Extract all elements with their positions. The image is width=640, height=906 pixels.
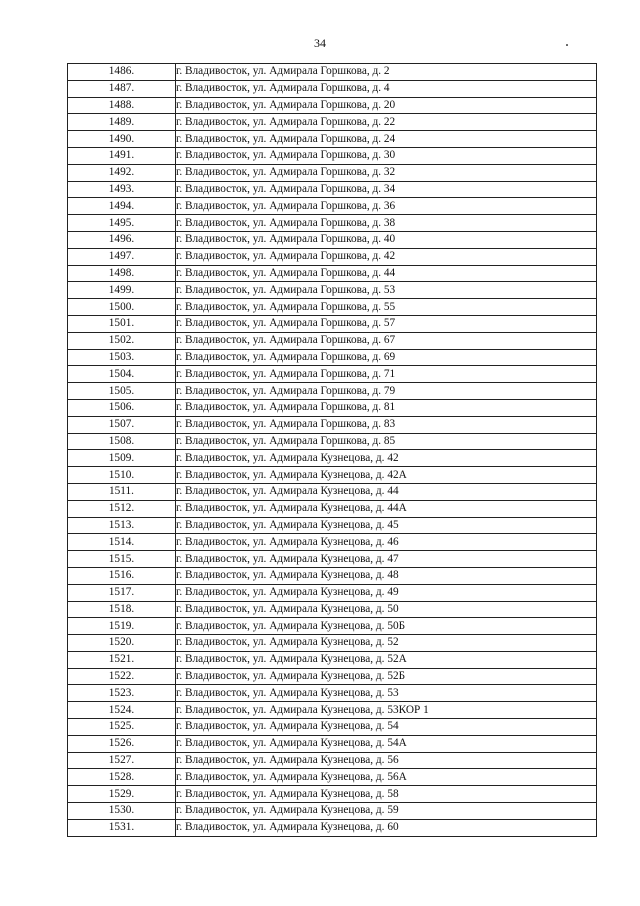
row-address: г. Владивосток, ул. Адмирала Кузнецова, д. 50: [176, 601, 597, 618]
row-number: 1502.: [68, 332, 176, 349]
row-number: 1519.: [68, 618, 176, 635]
page-number: 34: [314, 36, 326, 50]
table-row: [68, 618, 597, 635]
row-number: 1490.: [68, 131, 176, 148]
table-row: [68, 752, 597, 769]
row-address: г. Владивосток, ул. Адмирала Горшкова, д. 79: [176, 383, 597, 400]
row-address: г. Владивосток, ул. Адмирала Кузнецова, д. 52А: [176, 651, 597, 668]
table-row: [68, 433, 597, 450]
row-address: г. Владивосток, ул. Адмирала Горшкова, д. 30: [176, 147, 597, 164]
row-address: г. Владивосток, ул. Адмирала Кузнецова, д. 42: [176, 450, 597, 467]
row-address: г. Владивосток, ул. Адмирала Горшкова, д. 69: [176, 349, 597, 366]
row-number: 1529.: [68, 786, 176, 803]
row-number: 1488.: [68, 97, 176, 114]
table-row: [68, 181, 597, 198]
table-row: [68, 164, 597, 181]
table-row: [68, 366, 597, 383]
row-number: 1489.: [68, 114, 176, 131]
row-number: 1526.: [68, 735, 176, 752]
table-row: [68, 131, 597, 148]
table-row: [68, 349, 597, 366]
row-number: 1518.: [68, 601, 176, 618]
row-address: г. Владивосток, ул. Адмирала Кузнецова, д. 44А: [176, 500, 597, 517]
row-number: 1515.: [68, 551, 176, 568]
table-row: [68, 248, 597, 265]
row-address: г. Владивосток, ул. Адмирала Горшкова, д. 85: [176, 433, 597, 450]
row-address: г. Владивосток, ул. Адмирала Горшкова, д. 53: [176, 282, 597, 299]
row-address: г. Владивосток, ул. Адмирала Горшкова, д. 38: [176, 215, 597, 232]
row-address: г. Владивосток, ул. Адмирала Горшкова, д. 36: [176, 198, 597, 215]
row-number: 1492.: [68, 164, 176, 181]
table-row: [68, 231, 597, 248]
row-number: 1521.: [68, 651, 176, 668]
table-row: [68, 265, 597, 282]
table-row: [68, 450, 597, 467]
row-number: 1496.: [68, 231, 176, 248]
table-row: [68, 601, 597, 618]
row-address: г. Владивосток, ул. Адмирала Кузнецова, д. 53: [176, 685, 597, 702]
row-address: г. Владивосток, ул. Адмирала Горшкова, д. 40: [176, 231, 597, 248]
row-address: г. Владивосток, ул. Адмирала Кузнецова, д. 56А: [176, 769, 597, 786]
address-table: [67, 63, 597, 837]
table-row: [68, 315, 597, 332]
table-row: [68, 719, 597, 736]
table-row: [68, 97, 597, 114]
row-address: г. Владивосток, ул. Адмирала Кузнецова, д. 54: [176, 719, 597, 736]
table-row: [68, 483, 597, 500]
table-row: [68, 383, 597, 400]
row-address: г. Владивосток, ул. Адмирала Горшкова, д. 20: [176, 97, 597, 114]
table-row: [68, 215, 597, 232]
table-row: [68, 299, 597, 316]
row-address: г. Владивосток, ул. Адмирала Горшкова, д. 4: [176, 80, 597, 97]
row-number: 1486.: [68, 64, 176, 81]
table-row: [68, 399, 597, 416]
row-address: г. Владивосток, ул. Адмирала Горшкова, д. 71: [176, 366, 597, 383]
row-number: 1527.: [68, 752, 176, 769]
table-row: [68, 517, 597, 534]
table-row: [68, 282, 597, 299]
row-number: 1516.: [68, 567, 176, 584]
row-number: 1511.: [68, 483, 176, 500]
row-address: г. Владивосток, ул. Адмирала Горшкова, д. 55: [176, 299, 597, 316]
table-row: [68, 500, 597, 517]
row-number: 1512.: [68, 500, 176, 517]
table-row: [68, 567, 597, 584]
row-number: 1510.: [68, 467, 176, 484]
row-number: 1513.: [68, 517, 176, 534]
table-row: [68, 786, 597, 803]
row-number: 1495.: [68, 215, 176, 232]
row-number: 1504.: [68, 366, 176, 383]
row-address: г. Владивосток, ул. Адмирала Горшкова, д. 22: [176, 114, 597, 131]
table-row: [68, 702, 597, 719]
row-address: г. Владивосток, ул. Адмирала Кузнецова, д. 59: [176, 803, 597, 820]
row-address: г. Владивосток, ул. Адмирала Кузнецова, д. 45: [176, 517, 597, 534]
row-number: 1531.: [68, 819, 176, 836]
table-row: [68, 769, 597, 786]
row-number: 1499.: [68, 282, 176, 299]
row-address: г. Владивосток, ул. Адмирала Кузнецова, д. 56: [176, 752, 597, 769]
row-address: г. Владивосток, ул. Адмирала Кузнецова, д. 60: [176, 819, 597, 836]
table-row: [68, 735, 597, 752]
row-number: 1508.: [68, 433, 176, 450]
row-number: 1530.: [68, 803, 176, 820]
row-address: г. Владивосток, ул. Адмирала Кузнецова, д. 44: [176, 483, 597, 500]
row-address: г. Владивосток, ул. Адмирала Кузнецова, д. 53КОР 1: [176, 702, 597, 719]
row-address: г. Владивосток, ул. Адмирала Горшкова, д. 2: [176, 64, 597, 81]
row-number: 1509.: [68, 450, 176, 467]
address-table-body: [68, 64, 597, 837]
table-row: [68, 668, 597, 685]
row-address: г. Владивосток, ул. Адмирала Кузнецова, д. 42А: [176, 467, 597, 484]
row-address: г. Владивосток, ул. Адмирала Горшкова, д. 32: [176, 164, 597, 181]
table-row: [68, 651, 597, 668]
table-row: [68, 80, 597, 97]
row-number: 1491.: [68, 147, 176, 164]
table-row: [68, 584, 597, 601]
row-address: г. Владивосток, ул. Адмирала Горшкова, д. 81: [176, 399, 597, 416]
row-number: 1525.: [68, 719, 176, 736]
row-address: г. Владивосток, ул. Адмирала Горшкова, д. 83: [176, 416, 597, 433]
row-number: 1497.: [68, 248, 176, 265]
scan-speck: [566, 44, 568, 46]
row-number: 1505.: [68, 383, 176, 400]
table-row: [68, 114, 597, 131]
row-number: 1528.: [68, 769, 176, 786]
row-address: г. Владивосток, ул. Адмирала Кузнецова, д. 47: [176, 551, 597, 568]
row-number: 1494.: [68, 198, 176, 215]
table-row: [68, 64, 597, 81]
row-address: г. Владивосток, ул. Адмирала Кузнецова, д. 49: [176, 584, 597, 601]
table-row: [68, 147, 597, 164]
table-row: [68, 332, 597, 349]
row-number: 1520.: [68, 635, 176, 652]
row-address: г. Владивосток, ул. Адмирала Горшкова, д. 42: [176, 248, 597, 265]
row-number: 1501.: [68, 315, 176, 332]
row-address: г. Владивосток, ул. Адмирала Горшкова, д. 44: [176, 265, 597, 282]
row-number: 1507.: [68, 416, 176, 433]
row-number: 1487.: [68, 80, 176, 97]
table-row: [68, 198, 597, 215]
row-address: г. Владивосток, ул. Адмирала Горшкова, д. 67: [176, 332, 597, 349]
row-address: г. Владивосток, ул. Адмирала Кузнецова, д. 54А: [176, 735, 597, 752]
table-row: [68, 534, 597, 551]
table-row: [68, 635, 597, 652]
row-address: г. Владивосток, ул. Адмирала Кузнецова, д. 48: [176, 567, 597, 584]
row-address: г. Владивосток, ул. Адмирала Кузнецова, д. 50Б: [176, 618, 597, 635]
row-number: 1506.: [68, 399, 176, 416]
table-row: [68, 551, 597, 568]
row-address: г. Владивосток, ул. Адмирала Горшкова, д. 24: [176, 131, 597, 148]
row-number: 1523.: [68, 685, 176, 702]
row-number: 1524.: [68, 702, 176, 719]
table-row: [68, 416, 597, 433]
row-number: 1503.: [68, 349, 176, 366]
row-number: 1517.: [68, 584, 176, 601]
table-row: [68, 819, 597, 836]
row-address: г. Владивосток, ул. Адмирала Кузнецова, д. 52Б: [176, 668, 597, 685]
row-address: г. Владивосток, ул. Адмирала Кузнецова, д. 52: [176, 635, 597, 652]
row-number: 1498.: [68, 265, 176, 282]
row-number: 1500.: [68, 299, 176, 316]
table-row: [68, 803, 597, 820]
table-row: [68, 685, 597, 702]
row-number: 1522.: [68, 668, 176, 685]
row-address: г. Владивосток, ул. Адмирала Горшкова, д. 57: [176, 315, 597, 332]
row-address: г. Владивосток, ул. Адмирала Горшкова, д. 34: [176, 181, 597, 198]
row-address: г. Владивосток, ул. Адмирала Кузнецова, д. 46: [176, 534, 597, 551]
row-address: г. Владивосток, ул. Адмирала Кузнецова, д. 58: [176, 786, 597, 803]
table-row: [68, 467, 597, 484]
row-number: 1514.: [68, 534, 176, 551]
row-number: 1493.: [68, 181, 176, 198]
